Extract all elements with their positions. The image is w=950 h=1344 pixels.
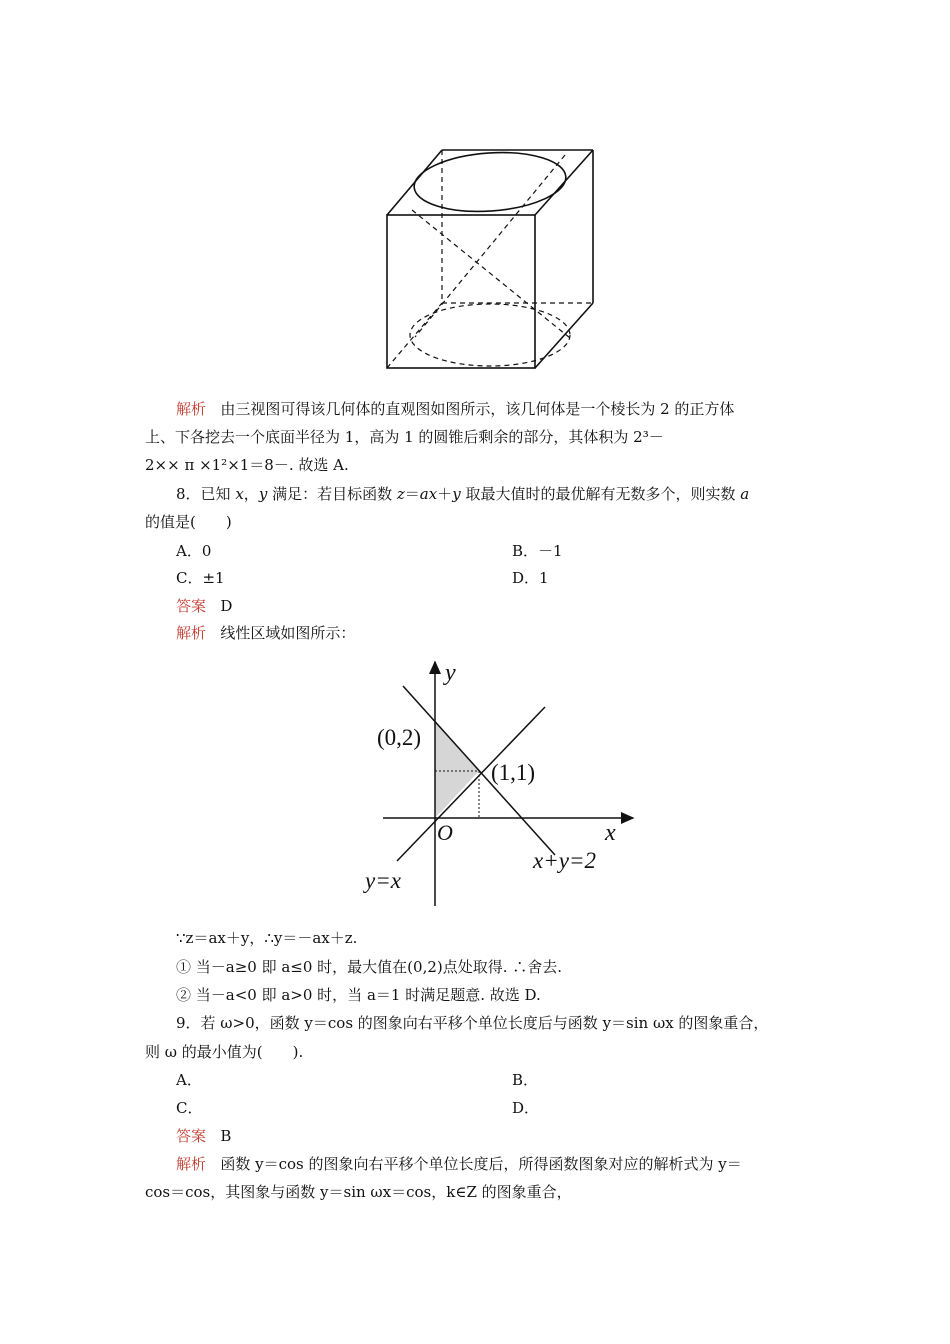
q9-option-b: B． xyxy=(512,1071,539,1089)
q8-line2: 的值是( ) xyxy=(145,513,232,531)
q8-after-line2: ① 当－a≥0 即 a≤0 时，最大值在(0,2)点处取得. ∴舍去. xyxy=(176,958,563,976)
q8-option-d: D．1 xyxy=(512,569,549,587)
point-0-2-label: (0,2) xyxy=(377,725,422,750)
cone-line-1 xyxy=(412,210,570,338)
q8-line1: 8．已知 x，y 满足：若目标函数 z＝ax＋y 取最大值时的最优解有无数多个，则实数 a xyxy=(176,485,750,503)
q8-after-line3: ② 当－a<0 即 a>0 时，当 a＝1 时满足题意. 故选 D. xyxy=(176,986,541,1004)
q9-analysis-line2: cos＝cos，其图象与函数 y＝sin ωx＝cos，k∈Z 的图象重合， xyxy=(145,1183,572,1201)
q8-answer: 答案 D xyxy=(176,597,233,615)
cube-figure xyxy=(365,125,605,375)
q8-option-b: B．－1 xyxy=(512,542,563,560)
feasible-region xyxy=(435,721,479,818)
q9-option-c: C． xyxy=(176,1099,203,1117)
q9-option-d: D． xyxy=(512,1099,540,1117)
q9-analysis-line1: 解析 函数 y＝cos 的图象向右平移个单位长度后，所得函数图象对应的解析式为 y＝ xyxy=(176,1155,742,1173)
q8-after-line1: ∵z＝ax＋y，∴y＝－ax＋z. xyxy=(176,929,358,947)
y-axis-label: y xyxy=(445,660,456,686)
analysis-label: 解析 xyxy=(176,400,207,418)
q9-answer: 答案 B xyxy=(176,1127,232,1145)
line-y-equals-x-label: y=x xyxy=(365,868,401,893)
solution7-line2: 上、下各挖去一个底面半径为 1，高为 1 的圆锥后剩余的部分，其体积为 2³－ xyxy=(145,428,664,446)
cone-line-2 xyxy=(415,155,565,337)
linear-region-graph xyxy=(355,650,640,915)
x-axis-label: x xyxy=(605,820,616,846)
origin-label: O xyxy=(437,820,453,845)
q8-analysis: 解析 线性区域如图所示： xyxy=(176,624,356,642)
q9-line2: 则 ω 的最小值为( ). xyxy=(145,1043,304,1061)
q8-option-a: A．0 xyxy=(176,542,212,560)
solution7-line3: 2×× π ×1²×1＝8－. 故选 A. xyxy=(145,456,349,474)
solution7-line1: 解析 由三视图可得该几何体的直观图如图所示，该几何体是一个棱长为 2 的正方体 xyxy=(176,400,735,418)
q8-option-c: C．±1 xyxy=(176,569,225,587)
q9-line1: 9．若 ω>0，函数 y＝cos 的图象向右平移个单位长度后与函数 y＝sin ωx 的图象重合， xyxy=(176,1014,769,1032)
line-x-plus-y-label: x+y=2 xyxy=(533,848,596,873)
point-1-1-label: (1,1) xyxy=(491,760,536,785)
q9-option-a: A． xyxy=(176,1071,202,1089)
